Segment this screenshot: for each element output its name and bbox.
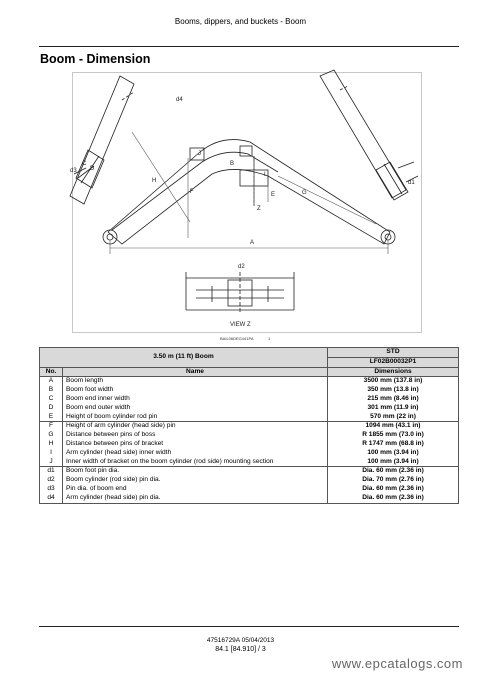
label-d3: d3 [70,168,77,174]
row-name: Boom end outer width [63,404,328,413]
label-d1: d1 [408,180,415,186]
label-i: I [264,172,266,178]
page-header: Booms, dippers, and buckets - Boom [174,17,307,26]
row-code: D [40,404,63,413]
dimension-table [39,347,459,504]
dimension-lines [110,132,388,254]
boom-dimension-drawing [72,72,422,347]
row-code: E [40,413,63,422]
table-row [40,386,459,395]
table-row [40,458,459,467]
row-code: d3 [40,485,63,494]
table-row [40,413,459,422]
footer-doc-line: 47516729A 05/04/2013 [206,637,275,644]
label-h: H [152,178,157,184]
row-code: B [40,386,63,395]
row-code: A [40,377,63,386]
row-code: d2 [40,476,63,485]
row-name: Boom foot width [63,386,328,395]
row-dimension: 215 mm (8.46 in) [328,395,459,404]
row-dimension: 100 mm (3.94 in) [328,458,459,467]
table-row [40,476,459,485]
table-row [40,440,459,449]
row-name: Distance between pins of bracket [63,440,328,449]
table-body [40,377,459,503]
label-d4: d4 [176,97,183,103]
column-header-dimensions: Dimensions [328,367,459,377]
table-row [40,494,459,503]
detail-boom-end-left [70,76,134,204]
row-code: d1 [40,467,63,476]
row-dimension: Dia. 70 mm (2.76 in) [328,476,459,485]
label-d2: d2 [238,264,245,270]
row-name: Boom foot pin dia. [63,467,328,476]
label-d: D [90,166,95,172]
row-dimension: R 1747 mm (68.8 in) [328,440,459,449]
row-code: G [40,431,63,440]
row-dimension: Dia. 60 mm (2.36 in) [328,485,459,494]
column-header-no: No. [40,367,63,377]
table-row [40,485,459,494]
label-g: G [302,190,307,196]
label-j: J [198,151,201,157]
table-row [40,449,459,458]
row-dimension: 3500 mm (137.8 in) [328,377,459,386]
row-code: I [40,449,63,458]
row-dimension: 1094 mm (43.1 in) [328,422,459,431]
row-dimension: 350 mm (13.8 in) [328,386,459,395]
table-model-header: 3.50 m (11 ft) Boom [40,348,328,368]
row-dimension: R 1855 mm (73.0 in) [328,431,459,440]
section-title: Boom - Dimension [40,52,151,66]
row-name: Distance between pins of boss [63,431,328,440]
row-name: Height of boom cylinder rod pin [63,413,328,422]
row-name: Pin dia. of boom end [63,485,328,494]
view-z-detail [186,272,294,314]
row-name: Boom end inner width [63,395,328,404]
row-code: J [40,458,63,467]
row-dimension: 100 mm (3.94 in) [328,449,459,458]
table-row [40,422,459,431]
figure-code: BAIL06DEG441PA [220,336,254,341]
row-dimension: 301 mm (11.9 in) [328,404,459,413]
label-b: B [230,161,235,167]
row-name: Inner width of bracket on the boom cylinder (rod side) mounting section [63,458,328,467]
watermark: www.epcatalogs.com [331,656,463,671]
header-rule [39,46,459,47]
table-row [40,467,459,476]
label-c: C [82,161,87,167]
table-part-number: LF02B00032P1 [328,357,459,367]
view-z-label: VIEW Z [230,322,251,328]
label-f: F [190,189,194,195]
row-name: Arm cylinder (head side) inner width [63,449,328,458]
table-row [40,431,459,440]
figure-number: 1 [268,336,271,341]
label-z: Z [257,206,261,212]
row-name: Boom length [63,377,328,386]
row-code: H [40,440,63,449]
row-name: Height of arm cylinder (head side) pin [63,422,328,431]
label-a: A [250,240,255,246]
row-dimension: Dia. 60 mm (2.36 in) [328,494,459,503]
row-name: Arm cylinder (head side) pin dia. [63,494,328,503]
footer-page-line: 84.1 [84.910] / 3 [215,646,266,653]
row-name: Boom cylinder (rod side) pin dia. [63,476,328,485]
row-code: d4 [40,494,63,503]
table-row [40,377,459,386]
label-e: E [271,192,276,198]
row-dimension: Dia. 60 mm (2.36 in) [328,467,459,476]
row-code: C [40,395,63,404]
detail-boom-foot-right [320,70,418,200]
column-header-name: Name [63,367,328,377]
table-row [40,395,459,404]
row-code: F [40,422,63,431]
table-row [40,404,459,413]
table-std-header: STD [328,348,459,358]
footer-rule [39,626,459,627]
row-dimension: 570 mm (22 in) [328,413,459,422]
